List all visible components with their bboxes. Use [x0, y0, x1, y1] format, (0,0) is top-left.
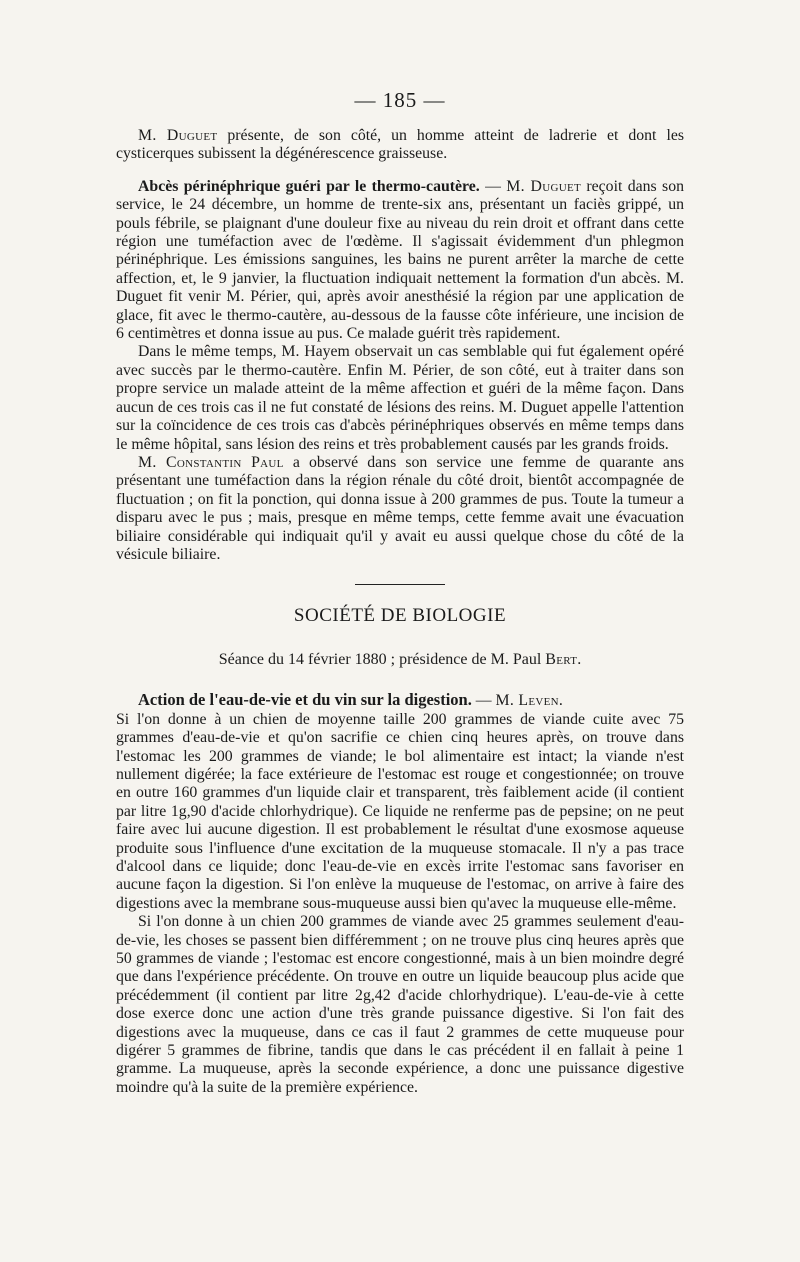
leven-author: M. Leven.: [495, 692, 564, 710]
abces-paragraph-3: [116, 454, 684, 564]
opening-author: M. Duguet: [138, 127, 218, 144]
leven-title: Action de l'eau-de-vie et du vin sur la digestion.: [138, 690, 472, 710]
abces-text-3: a observé dans son service une femme de quarante ans présentant une tuméfaction dans la région rénale du côté droit, bientôt accompagnée de fluctuation ; on fit la ponction, qui donna issue à 200 grammes de pus. Toute la tumeur a disparu avec le pus ; mais, presque en même temps, cette femme avait une évacuation biliaire considérable qui indiquait qu'il y avait eu aussi quelque chose du côté de la vésicule biliaire.: [116, 453, 684, 563]
leven-paragraph-1: Si l'on donne à un chien de moyenne taille 200 grammes de viande cuite avec 75 grammes d'eau-de-vie et qu'on sacrifie ce chien cinq heures après, on trouve dans l'estomac les 200 grammes de viande; le bol alimentaire est intact; la viande n'est nullement digérée; la face extérieure de l'estomac est rouge et congestionnée; on trouve en outre 160 grammes d'un liquide clair et transparent, très faiblement acide (il contient par litre 1g,90 d'acide chlorhydrique). Ce liquide ne renferme pas de pepsine; on ne peut faire avec lui aucune digestion. Il est probablement le résultat d'une exosmose aqueuse produite sous l'influence d'une excitation de la muqueuse stomacale. Il n'y a pas trace d'alcool dans ce liquide; donc l'eau-de-vie en excès irrite l'estomac sans favoriser en aucune façon la digestion. Si l'on enlève la muqueuse de l'estomac, on arrive à faire des digestions avec la membrane sous-muqueuse aussi bien qu'avec la muqueuse elle-même.: [116, 710, 684, 912]
abces-author: M. Duguet: [506, 177, 582, 195]
seance-suffix: .: [577, 651, 582, 669]
seance-prefix: Séance du 14 février 1880 ; présidence de M. Paul: [218, 651, 546, 669]
leven-dash: —: [471, 692, 496, 710]
seance-president: Bert: [545, 651, 578, 669]
society-heading: SOCIÉTÉ DE BIOLOGIE: [293, 605, 507, 627]
opening-text: présente, de son côté, un homme atteint de ladrerie et dont les cysticerques subissent la dégénérescence graisseuse.: [116, 127, 684, 163]
seance-line: [116, 651, 684, 669]
abces-text-1: reçoit dans son service, le 24 décembre, un homme de trente-six ans, présentant un faciès grippé, un pouls fébrile, se plaignant d'une douleur fixe au niveau du rein droit et offrant dans cette région une tuméfaction avec de l'œdème. Il s'agissait évidemment d'un phlegmon périnéphrique. Les émissions sanguines, les bains ne purent arrêter la marche de cette affection, et, le 9 janvier, la fluctuation indiquait nettement la formation d'un abcès. M. Duguet fit venir M. Périer, qui, après avoir anesthésié la région par une application de glace, fit avec le thermo-cautère, au-dessous de la fausse côte inférieure, une incision de 6 centimètres et donna issue au pus. Ce malade guérit très rapidement.: [116, 177, 684, 343]
abces-dash: —: [479, 177, 507, 195]
page-number: — 185 —: [354, 88, 446, 112]
leven-heading-line: [116, 691, 684, 710]
opening-paragraph: [116, 127, 684, 164]
leven-paragraph-2: Si l'on donne à un chien 200 grammes de viande avec 25 grammes seulement d'eau-de-vie, les choses se passent bien différemment ; on ne trouve plus cinq heures après que 50 grammes de viande ; l'estomac est encore congestionné, mais à un bien moindre degré que dans l'expérience précédente. On trouve en outre un liquide beaucoup plus acide que précédemment (il contient par litre 2g,42 d'acide chlorhydrique). L'eau-de-vie à cette dose exerce donc une action d'une très grande puissance digestive. Si l'on fait des digestions avec la muqueuse, dans ce cas il faut 2 grammes de cette muqueuse pour digérer 5 grammes de fibrine, tandis que dans le cas précédent il en fallait à peine 1 gramme. La muqueuse, après la seconde expérience, a donc une puissance digestive moindre qu'à la suite de la première expérience.: [116, 913, 684, 1096]
abces-paragraph-1: [116, 178, 684, 344]
abces-paragraph-2: Dans le même temps, M. Hayem observait un cas semblable qui fut également opéré avec succès par le thermo-cautère. Enfin M. Périer, de son côté, eut à traiter dans son propre service un malade atteint de la même affection et guéri de la même façon. Dans aucun de ces trois cas il ne fut constaté de lésions des reins. M. Duguet appelle l'attention sur la coïncidence de ces trois cas d'abcès périnéphriques observés en même temps dans le même hôpital, sans lésion des reins et très probablement causés par les grands froids.: [116, 343, 684, 453]
abces-p3-author: M. Constantin Paul: [138, 453, 284, 471]
abces-title: Abcès périnéphrique guéri par le thermo-cautère.: [138, 177, 480, 195]
section-divider: [355, 584, 445, 585]
